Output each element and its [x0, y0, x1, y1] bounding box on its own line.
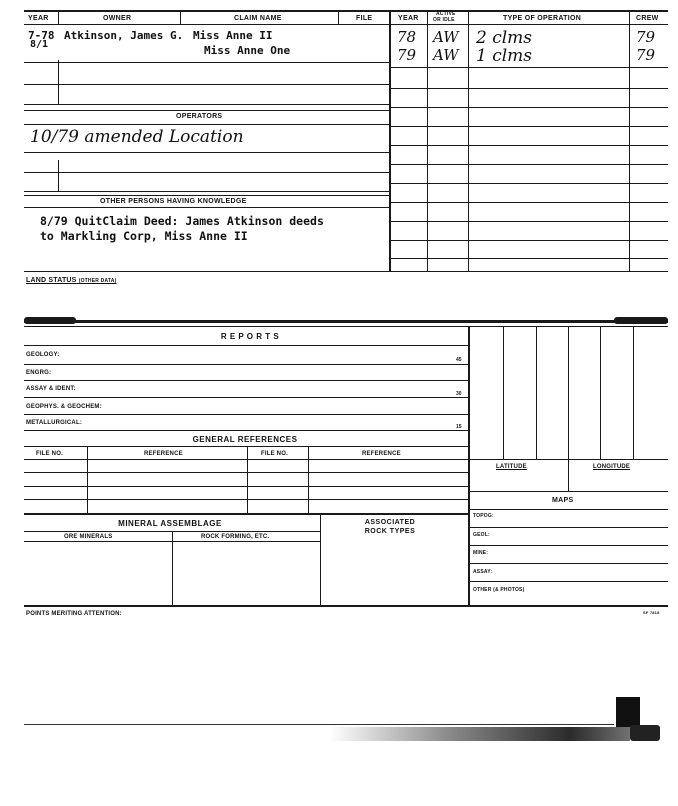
rule — [24, 152, 390, 153]
rule — [24, 459, 468, 460]
report-geophys: GEOPHYS. & GEOCHEM: — [26, 404, 102, 410]
rule — [24, 207, 390, 208]
report-metallurgical: METALLURGICAL: — [26, 420, 83, 426]
rule — [24, 326, 668, 327]
ref-col-ref-1: REFERENCE — [144, 451, 183, 457]
divider — [172, 531, 173, 606]
land-status-text: LAND STATUS — [26, 277, 77, 284]
claim-owner: Atkinson, James G. — [64, 29, 184, 42]
rule — [390, 221, 668, 222]
rule — [469, 491, 668, 492]
bottom-rule — [24, 605, 668, 607]
col-owner: OWNER — [103, 15, 132, 22]
rule — [24, 172, 390, 173]
longitude-label: LONGITUDE — [593, 464, 631, 470]
noise-block — [616, 697, 640, 727]
rule — [24, 345, 468, 346]
other-persons-line-2: to Markling Corp, Miss Anne II — [40, 229, 248, 243]
op-crew-1: 79 — [636, 28, 656, 46]
divider — [629, 10, 630, 272]
col-claim-name: CLAIM NAME — [234, 15, 282, 22]
rule — [24, 430, 468, 431]
top-border — [24, 10, 668, 12]
divider — [536, 326, 537, 460]
op-year-2: 79 — [397, 46, 417, 64]
thick-rule — [24, 320, 668, 323]
scan-mark-right — [614, 317, 668, 324]
top-bottom-rule — [24, 271, 668, 272]
rule — [24, 513, 468, 515]
claim-name-1: Miss Anne II — [193, 29, 273, 42]
report-geology-num: 45 — [456, 357, 462, 363]
ref-col-file-1: FILE NO. — [36, 451, 63, 457]
divider — [180, 10, 181, 25]
col-year: YEAR — [28, 15, 49, 22]
associated-label: ASSOCIATED — [364, 519, 416, 526]
divider — [58, 10, 59, 25]
rule — [390, 202, 668, 203]
land-status-label — [26, 277, 116, 284]
report-geology: GEOLOGY: — [26, 352, 60, 358]
rule — [469, 509, 668, 510]
report-metallurgical-num: 15 — [456, 424, 462, 430]
latitude-label: LATITUDE — [496, 464, 527, 470]
rule — [390, 258, 668, 259]
rule — [390, 88, 668, 89]
rule — [469, 545, 668, 546]
map-topog: TOPOG: — [473, 513, 494, 519]
land-status-sub: (OTHER DATA) — [78, 278, 117, 284]
divider — [58, 60, 59, 105]
rule — [24, 446, 468, 447]
divider — [389, 10, 391, 272]
rule — [469, 581, 668, 582]
report-assay: ASSAY & IDENT: — [26, 386, 76, 392]
claim-year-1: 7-78 — [28, 29, 55, 42]
rule — [24, 195, 390, 196]
rule — [469, 563, 668, 564]
rock-forming-label: ROCK FORMING, ETC. — [201, 534, 270, 540]
other-persons-title: OTHER PERSONS HAVING KNOWLEDGE — [100, 198, 247, 205]
divider — [427, 10, 428, 272]
col-year-2: YEAR — [398, 15, 419, 22]
rule — [24, 397, 468, 398]
ref-col-ref-2: REFERENCE — [362, 451, 401, 457]
rule — [390, 183, 668, 184]
col-type-of-operation: TYPE OF OPERATION — [503, 15, 582, 22]
map-other: OTHER (& PHOTOS) — [473, 587, 525, 593]
divider — [600, 326, 601, 460]
rule — [390, 145, 668, 146]
rule — [390, 67, 668, 68]
divider — [468, 326, 470, 606]
rule — [24, 414, 468, 415]
rock-types-label: ROCK TYPES — [364, 528, 416, 535]
noise-blob — [630, 725, 660, 741]
divider — [568, 326, 569, 460]
op-status-1: AW — [433, 28, 459, 46]
map-mine: MINE: — [473, 550, 489, 556]
rule — [24, 62, 390, 63]
rule — [24, 364, 468, 365]
map-assay: ASSAY: — [473, 569, 493, 575]
scan-mark-left — [24, 317, 76, 324]
noise-line — [24, 724, 614, 725]
report-engrg: ENGRG: — [26, 370, 52, 376]
rule — [390, 107, 668, 108]
map-geol: GEOL: — [473, 532, 490, 538]
header-rule — [24, 24, 668, 25]
rule — [390, 164, 668, 165]
claim-year-2: 8/1 — [30, 39, 49, 50]
claim-name-2: Miss Anne One — [204, 44, 291, 57]
rule — [469, 527, 668, 528]
rule — [390, 240, 668, 241]
operators-entry: 10/79 amended Location — [30, 127, 244, 147]
rule — [390, 126, 668, 127]
rule — [24, 191, 390, 192]
divider — [320, 514, 321, 606]
rule — [24, 486, 468, 487]
divider — [87, 446, 88, 514]
divider — [58, 160, 59, 192]
ore-minerals-label: ORE MINERALS — [64, 534, 113, 540]
rule — [24, 380, 468, 381]
rule — [24, 110, 390, 111]
rule — [24, 104, 390, 105]
rule — [24, 499, 468, 500]
op-crew-2: 79 — [636, 46, 656, 64]
operators-title: OPERATORS — [176, 113, 223, 120]
divider — [338, 10, 339, 25]
col-or-idle: OR IDLE — [433, 17, 455, 23]
op-year-1: 78 — [397, 28, 417, 46]
noise-band — [330, 727, 630, 741]
rule — [24, 84, 390, 85]
ref-col-file-2: FILE NO. — [261, 451, 288, 457]
report-assay-num: 30 — [456, 391, 462, 397]
col-crew: CREW — [636, 15, 659, 22]
divider — [633, 326, 634, 460]
col-file: FILE — [356, 15, 373, 22]
other-persons-line-1: 8/79 QuitClaim Deed: James Atkinson deeds — [40, 214, 324, 228]
points-meriting-attention: POINTS MERITING ATTENTION: — [26, 611, 122, 617]
op-type-1: 2 clms — [476, 28, 533, 48]
op-status-2: AW — [433, 46, 459, 64]
mineral-assemblage-title: MINERAL ASSEMBLAGE — [118, 519, 222, 528]
op-type-2: 1 clms — [476, 46, 533, 66]
rule — [24, 472, 468, 473]
divider — [247, 446, 248, 514]
divider — [308, 446, 309, 514]
divider — [468, 10, 469, 272]
divider — [503, 326, 504, 460]
reports-title: R E P O R T S — [220, 332, 280, 341]
form-number: SF 7818 — [643, 610, 660, 615]
rule — [24, 124, 390, 125]
divider — [568, 459, 569, 491]
col-active: ACTIVE — [436, 11, 456, 17]
maps-title: MAPS — [552, 497, 574, 504]
general-references-title: GENERAL REFERENCES — [192, 435, 298, 444]
